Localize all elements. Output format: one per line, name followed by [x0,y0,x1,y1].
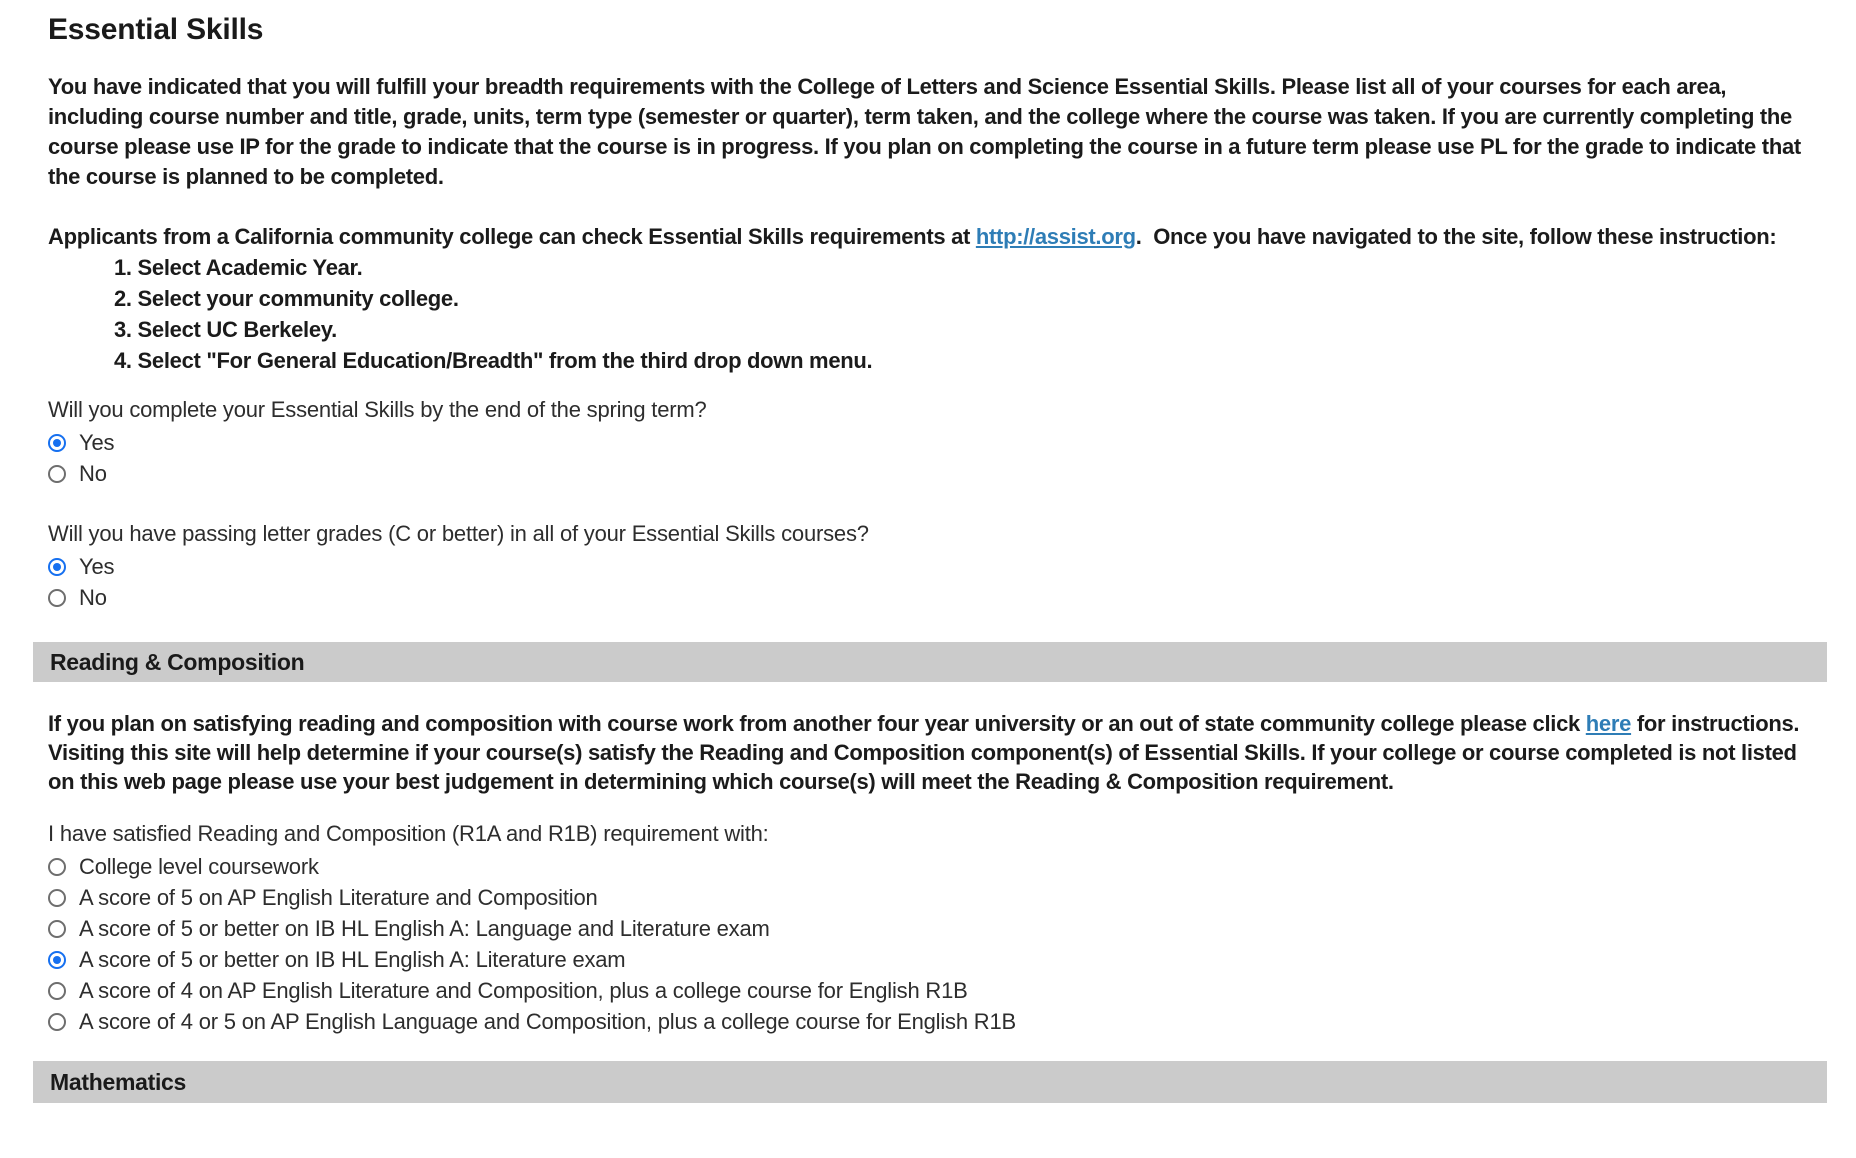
question-reading-comp [48,820,1820,1034]
radio-yes-label[interactable]: Yes [79,430,115,455]
radio-yes-icon[interactable] [48,558,66,576]
reading-comp-option-2[interactable] [48,885,1820,910]
section-title: Mathematics [50,1068,187,1095]
radio-no-icon[interactable] [48,465,66,483]
reading-comp-option-5[interactable] [48,978,1820,1003]
section-title: Reading & Composition [50,648,305,675]
passing-grades-option-yes[interactable] [48,554,1820,579]
radio-label[interactable]: A score of 4 on AP English Literature and Composition, plus a college course for English R1B [79,978,968,1003]
reading-comp-option-6[interactable] [48,1009,1820,1034]
assist-step-1: 1. Select Academic Year. [114,255,363,280]
question-passing-grades [48,520,1820,610]
question-passing-grades-label: Will you have passing letter grades (C or better) in all of your Essential Skills courses? [48,521,869,546]
question-spring-term-label: Will you complete your Essential Skills by the end of the spring term? [48,397,707,422]
spring-term-option-yes[interactable] [48,430,1820,455]
assist-step-3: 3. Select UC Berkeley. [114,317,337,342]
section-header-reading-composition [33,642,1827,682]
page-title: Essential Skills [48,13,264,46]
assist-paragraph [48,222,1820,252]
assist-text-after: . Once you have navigated to the site, follow these instruction: [1135,224,1777,249]
intro-paragraph: You have indicated that you will fulfill your breadth requirements with the College of Letters and Science Essential Skills. Please list all of your courses for each area, including course number and title, grade, units, term type (semester or quarter), term taken, and the college where the course was taken. If you are currently completing the course please use IP for the grade to indicate that the course is in progress. If you plan on completing the course in a future term please use PL for the grade to indicate that the course is planned to be completed. [48,74,1801,189]
radio-no-icon[interactable] [48,589,66,607]
radio-yes-icon[interactable] [48,434,66,452]
radio-label[interactable]: A score of 5 or better on IB HL English A: Language and Literature exam [79,916,770,941]
instructions-here-link[interactable]: here [1585,711,1632,736]
spring-term-option-no[interactable] [48,461,1820,486]
assist-org-link[interactable]: http://assist.org [975,224,1136,249]
reading-comp-option-1[interactable] [48,854,1820,879]
question-spring-term [48,396,1820,486]
radio-label[interactable]: A score of 5 on AP English Literature and Composition [79,885,598,910]
radio-icon[interactable] [48,1013,66,1031]
radio-yes-label[interactable]: Yes [79,554,115,579]
radio-icon[interactable] [48,889,66,907]
radio-icon[interactable] [48,951,66,969]
radio-no-label[interactable]: No [79,585,107,610]
reading-comp-info-paragraph [48,709,1820,796]
radio-no-label[interactable]: No [79,461,107,486]
section-header-mathematics [33,1061,1827,1103]
assist-text-before: Applicants from a California community college can check Essential Skills requirements at [48,224,976,249]
assist-steps-list [114,252,1820,376]
radio-label[interactable]: A score of 5 or better on IB HL English A: Literature exam [79,947,626,972]
radio-label[interactable]: A score of 4 or 5 on AP English Language and Composition, plus a college course for English R1B [79,1009,1016,1034]
radio-label[interactable]: College level coursework [79,854,319,879]
rc-info-after: for instructions. Visiting this site will help determine if your course(s) satisfy the Reading and Composition component(s) of Essential Skills. If your college or course completed is not listed on this web page please use your best judgement in determining which course(s) will meet the Reading & Composition requirement. [48,711,1800,794]
reading-comp-option-3[interactable] [48,916,1820,941]
assist-step-4: 4. Select "For General Education/Breadth" from the third drop down menu. [114,348,873,373]
radio-icon[interactable] [48,920,66,938]
passing-grades-option-no[interactable] [48,585,1820,610]
radio-icon[interactable] [48,982,66,1000]
reading-comp-option-4[interactable] [48,947,1820,972]
radio-icon[interactable] [48,858,66,876]
rc-info-before: If you plan on satisfying reading and composition with course work from another four year university or an out of state community college please click [48,711,1586,736]
question-reading-comp-label: I have satisfied Reading and Composition (R1A and R1B) requirement with: [48,821,769,846]
assist-step-2: 2. Select your community college. [114,286,459,311]
